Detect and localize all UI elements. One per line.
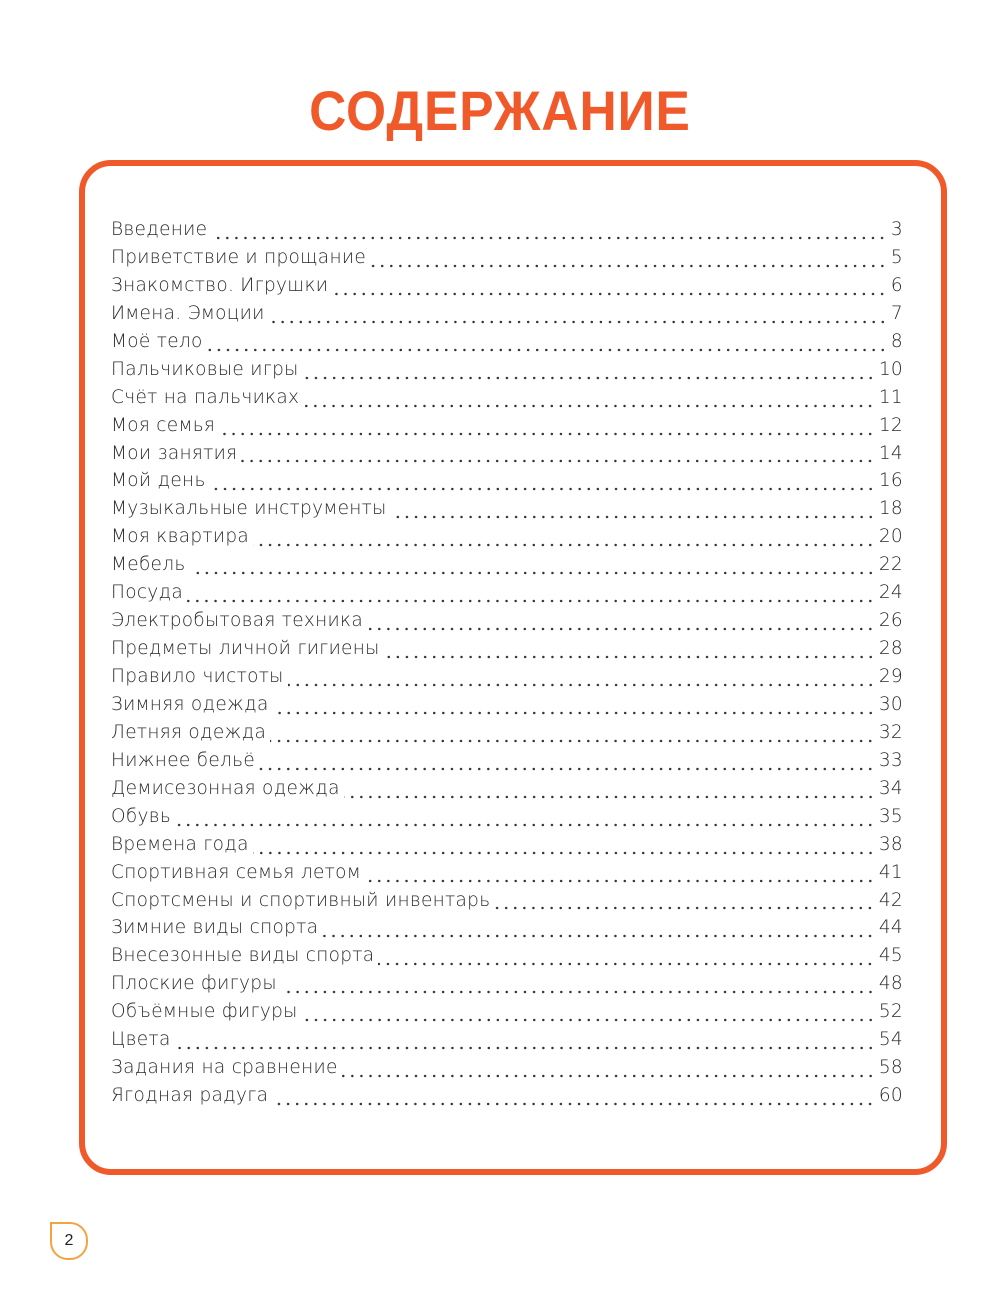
toc-entry-label: Моя семья bbox=[111, 414, 216, 436]
toc-entry-page: 8 bbox=[890, 330, 903, 352]
toc-entry-label: Пальчиковые игры bbox=[111, 358, 299, 380]
dot-leader bbox=[370, 264, 887, 268]
toc-entry[interactable] bbox=[111, 582, 903, 610]
toc-entry-page: 20 bbox=[878, 526, 903, 548]
dot-leader bbox=[241, 459, 875, 463]
toc-entry-label: Спортсмены и спортивный инвентарь bbox=[111, 889, 491, 911]
toc-entry-label: Ягодная радуга bbox=[111, 1085, 269, 1107]
toc-entry[interactable] bbox=[111, 666, 903, 694]
toc-entry-page: 54 bbox=[878, 1029, 903, 1051]
toc-entry[interactable] bbox=[111, 973, 903, 1001]
dot-leader bbox=[253, 851, 875, 855]
toc-entry[interactable] bbox=[111, 1057, 903, 1085]
dot-leader bbox=[378, 962, 874, 966]
toc-entry-label: Электробытовая техника bbox=[111, 610, 363, 632]
dot-leader bbox=[303, 376, 875, 380]
dot-leader bbox=[365, 879, 875, 883]
toc-entry-label: Музыкальные инструменты bbox=[111, 498, 387, 520]
toc-entry[interactable] bbox=[111, 219, 903, 247]
toc-entry[interactable] bbox=[111, 862, 903, 890]
toc-entry-page: 58 bbox=[878, 1057, 903, 1079]
toc-entry-label: Приветствие и прощание bbox=[111, 246, 367, 268]
toc-entry[interactable] bbox=[111, 890, 903, 918]
toc-entry[interactable] bbox=[111, 917, 903, 945]
dot-leader bbox=[494, 906, 874, 910]
toc-entry-label: Зимняя одежда bbox=[111, 693, 269, 715]
page-title: СОДЕРЖАНИЕ bbox=[309, 79, 691, 142]
dot-leader bbox=[367, 627, 875, 631]
toc-entry[interactable] bbox=[111, 415, 903, 443]
toc-entry-page: 14 bbox=[878, 442, 903, 464]
toc-entry[interactable] bbox=[111, 1085, 903, 1113]
toc-entry[interactable] bbox=[111, 554, 903, 582]
dot-leader bbox=[207, 348, 887, 352]
toc-entry[interactable] bbox=[111, 945, 903, 973]
toc-entry[interactable] bbox=[111, 359, 903, 387]
toc-entry-label: Введение bbox=[111, 219, 208, 240]
toc-entry-label: Демисезонная одежда bbox=[111, 777, 340, 799]
toc-entry-page: 45 bbox=[878, 945, 903, 967]
dot-leader bbox=[272, 1102, 875, 1106]
toc-entry-page: 11 bbox=[878, 386, 903, 408]
toc-entry[interactable] bbox=[111, 806, 903, 834]
dot-leader bbox=[273, 711, 875, 715]
dot-leader bbox=[302, 1018, 875, 1022]
toc-entry-page: 38 bbox=[878, 833, 903, 855]
toc-entry-label: Задания на сравнение bbox=[111, 1057, 338, 1079]
dot-leader bbox=[391, 515, 875, 519]
toc-entry-page: 24 bbox=[878, 582, 903, 604]
toc-entry-page: 32 bbox=[878, 721, 903, 743]
toc-entry-page: 34 bbox=[878, 777, 903, 799]
toc-entry-page: 29 bbox=[878, 666, 903, 687]
toc-entry-label: Внесезонные виды спорта bbox=[111, 945, 375, 967]
toc-entry-page: 22 bbox=[878, 554, 903, 576]
toc-entry[interactable] bbox=[111, 1001, 903, 1029]
toc-entry-page: 33 bbox=[878, 749, 903, 771]
toc-entry[interactable] bbox=[111, 778, 903, 806]
dot-leader bbox=[288, 683, 875, 687]
toc-entry-label: Цвета bbox=[111, 1029, 171, 1051]
toc-entry-page: 60 bbox=[878, 1085, 903, 1107]
toc-entry-page: 42 bbox=[878, 889, 903, 911]
page-number-badge: 2 bbox=[50, 1222, 88, 1260]
toc-entry-label: Моя квартира bbox=[111, 526, 250, 548]
toc-entry-page: 30 bbox=[878, 693, 903, 715]
toc-entry-label: Посуда bbox=[111, 582, 184, 604]
toc-entry-page: 44 bbox=[878, 917, 903, 939]
toc-entry[interactable] bbox=[111, 470, 903, 498]
toc-entry[interactable] bbox=[111, 443, 903, 471]
toc-entry[interactable] bbox=[111, 498, 903, 526]
toc-entry-label: Мебель bbox=[111, 554, 186, 576]
toc-entry-label: Обувь bbox=[111, 805, 172, 827]
dot-leader bbox=[211, 236, 887, 240]
dot-leader bbox=[190, 571, 875, 575]
toc-entry-page: 7 bbox=[890, 302, 903, 324]
dot-leader bbox=[175, 823, 875, 827]
dot-leader bbox=[219, 432, 875, 436]
dot-leader bbox=[344, 795, 875, 799]
toc-entry-page: 52 bbox=[878, 1001, 903, 1023]
toc-entry[interactable] bbox=[111, 303, 903, 331]
toc-entry-page: 16 bbox=[878, 470, 903, 492]
dot-leader bbox=[281, 990, 875, 994]
toc-entry[interactable] bbox=[111, 331, 903, 359]
toc-entry-label: Нижнее бельё bbox=[111, 749, 256, 771]
toc-entry-page: 41 bbox=[878, 861, 903, 883]
toc-entry-page: 18 bbox=[878, 498, 903, 520]
toc-entry-label: Счёт на пальчиках bbox=[111, 386, 300, 408]
dot-leader bbox=[259, 767, 875, 771]
toc-entry[interactable] bbox=[111, 1029, 903, 1057]
toc-entry-label: Правило чистоты bbox=[111, 666, 284, 687]
dot-leader bbox=[187, 599, 875, 603]
dot-leader bbox=[303, 404, 875, 408]
dot-leader bbox=[269, 320, 887, 324]
dot-leader bbox=[384, 655, 875, 659]
dot-leader bbox=[342, 1074, 875, 1078]
toc-entry-label: Зимние виды спорта bbox=[111, 917, 319, 939]
table-of-contents bbox=[111, 219, 903, 1113]
dot-leader bbox=[253, 543, 875, 547]
toc-entry[interactable] bbox=[111, 750, 903, 778]
toc-entry-page: 6 bbox=[890, 274, 903, 296]
dot-leader bbox=[332, 292, 887, 296]
toc-entry-page: 3 bbox=[890, 219, 903, 240]
toc-entry-label: Знакомство. Игрушки bbox=[111, 274, 329, 296]
toc-entry[interactable] bbox=[111, 834, 903, 862]
toc-entry-label: Предметы личной гигиены bbox=[111, 638, 380, 660]
dot-leader bbox=[175, 1046, 875, 1050]
toc-entry-label: Спортивная семья летом bbox=[111, 861, 361, 883]
toc-entry[interactable] bbox=[111, 247, 903, 275]
toc-entry[interactable] bbox=[111, 526, 903, 554]
dot-leader bbox=[210, 487, 875, 491]
dot-leader bbox=[322, 934, 875, 938]
toc-entry[interactable] bbox=[111, 387, 903, 415]
toc-entry-page: 48 bbox=[878, 973, 903, 995]
toc-entry-label: Летняя одежда bbox=[111, 721, 267, 743]
toc-entry-label: Времена года bbox=[111, 833, 249, 855]
toc-entry[interactable] bbox=[111, 275, 903, 303]
toc-entry-page: 5 bbox=[890, 246, 903, 268]
toc-entry-page: 28 bbox=[878, 638, 903, 660]
toc-entry-page: 12 bbox=[878, 414, 903, 436]
toc-entry-label: Имена. Эмоции bbox=[111, 302, 265, 324]
toc-entry[interactable] bbox=[111, 610, 903, 638]
toc-entry-label: Объёмные фигуры bbox=[111, 1001, 298, 1023]
dot-leader bbox=[270, 739, 875, 743]
toc-entry-label: Моё тело bbox=[111, 330, 203, 352]
toc-entry[interactable] bbox=[111, 722, 903, 750]
toc-entry-page: 35 bbox=[878, 805, 903, 827]
toc-entry-label: Мой день bbox=[111, 470, 206, 492]
toc-entry-page: 10 bbox=[878, 358, 903, 380]
toc-entry[interactable] bbox=[111, 694, 903, 722]
toc-entry-page: 26 bbox=[878, 610, 903, 632]
toc-entry-label: Мои занятия bbox=[111, 442, 238, 464]
toc-entry[interactable] bbox=[111, 638, 903, 666]
toc-entry-label: Плоские фигуры bbox=[111, 973, 277, 995]
